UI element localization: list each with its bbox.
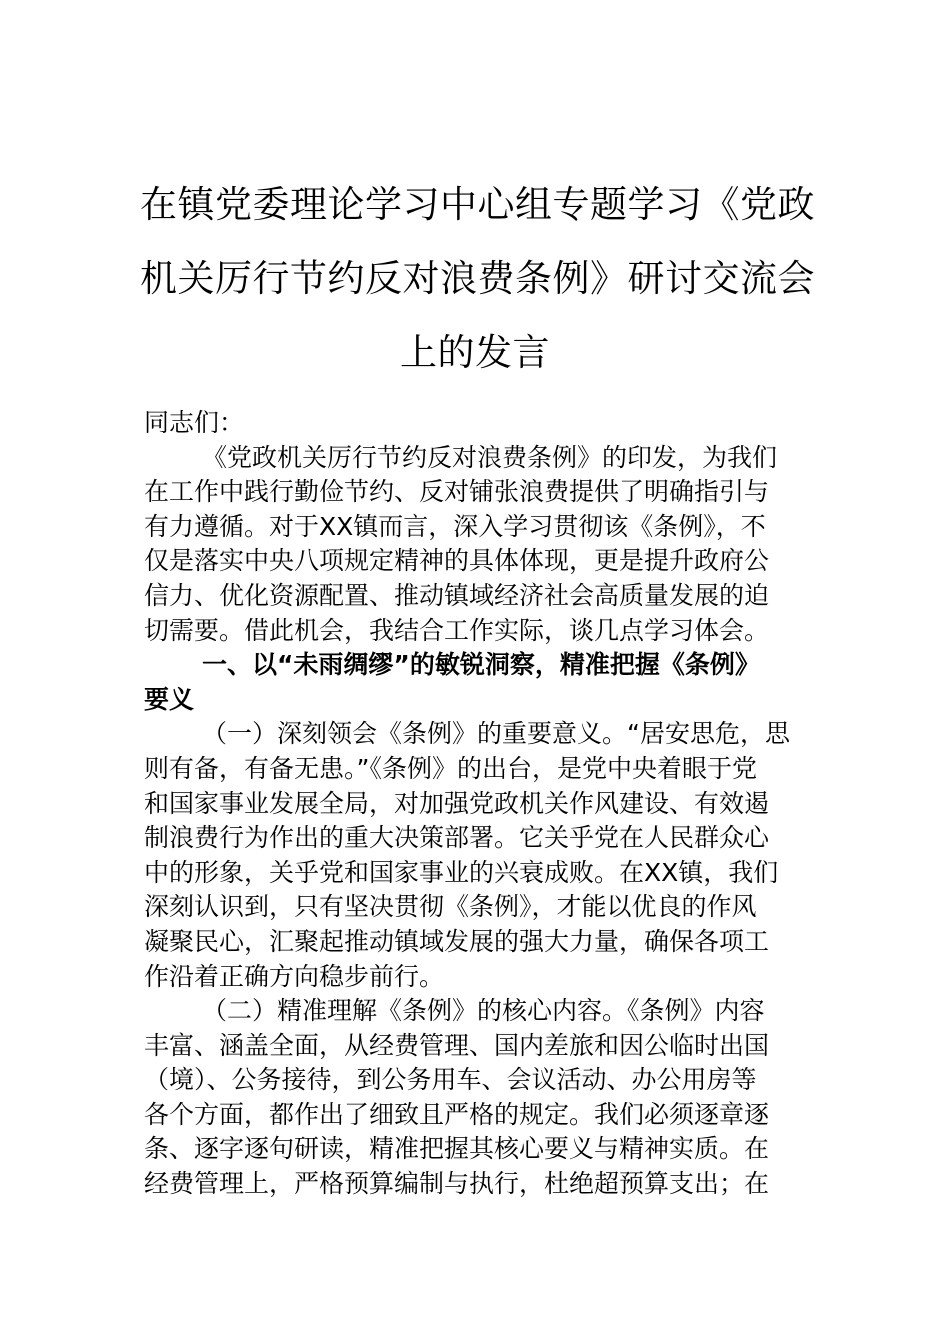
body-line: 条、逐字逐句研读，精准把握其核心要义与精神实质。在 — [144, 1134, 770, 1164]
body-line: 和国家事业发展全局，对加强党政机关作风建设、有效遏 — [144, 788, 770, 818]
body-line: （境）、公务接待，到公务用车、会议活动、办公用房等 — [144, 1065, 757, 1095]
body-line: 《党政机关厉行节约反对浪费条例》的印发，为我们 — [202, 442, 778, 472]
body-line: 作沿着正确方向稳步前行。 — [144, 961, 445, 991]
section-heading: 要义 — [144, 684, 195, 714]
body-line: 有力遵循。对于XX镇而言，深入学习贯彻该《条例》，不 — [144, 511, 766, 541]
body-line: （一）深刻领会《条例》的重要意义。“居安思危，思 — [202, 719, 790, 749]
body-line: 仅是落实中央八项规定精神的具体体现，更是提升政府公 — [144, 546, 770, 576]
body-line: 中的形象，关乎党和国家事业的兴衰成败。在XX镇，我们 — [144, 857, 779, 887]
title-line: 上的发言 — [400, 331, 550, 374]
body-line: 则有备，有备无患。”《条例》的出台，是党中央着眼于党 — [144, 753, 757, 783]
title-line: 在镇党委理论学习中心组专题学习《党政 — [140, 183, 815, 226]
body-line: 深刻认识到，只有坚决贯彻《条例》，才能以优良的作风 — [144, 892, 757, 922]
body-line: 制浪费行为作出的重大决策部署。它关乎党在人民群众心 — [144, 823, 770, 853]
section-heading: 一、以“未雨绸缪”的敏锐洞察，精准把握《条例》 — [202, 650, 760, 680]
body-line: 信力、优化资源配置、推动镇域经济社会高质量发展的迫 — [144, 580, 770, 610]
salutation: 同志们： — [144, 408, 245, 437]
body-line: 在工作中践行勤俭节约、反对铺张浪费提供了明确指引与 — [144, 477, 770, 507]
title-line: 机关厉行节约反对浪费条例》研讨交流会 — [140, 257, 815, 300]
body-line: （二）精准理解《条例》的核心内容。《条例》内容 — [202, 996, 765, 1026]
body-line: 丰富、涵盖全面，从经费管理、国内差旅和因公临时出国 — [144, 1030, 770, 1060]
document-title — [140, 168, 815, 390]
document-body — [144, 406, 808, 1202]
body-line: 各个方面，都作出了细致且严格的规定。我们必须逐章逐 — [144, 1099, 770, 1129]
body-line: 凝聚民心，汇聚起推动镇域发展的强大力量，确保各项工 — [144, 926, 770, 956]
body-line: 切需要。借此机会，我结合工作实际，谈几点学习体会。 — [144, 615, 770, 645]
body-line: 经费管理上，严格预算编制与执行，杜绝超预算支出；在 — [144, 1169, 770, 1199]
